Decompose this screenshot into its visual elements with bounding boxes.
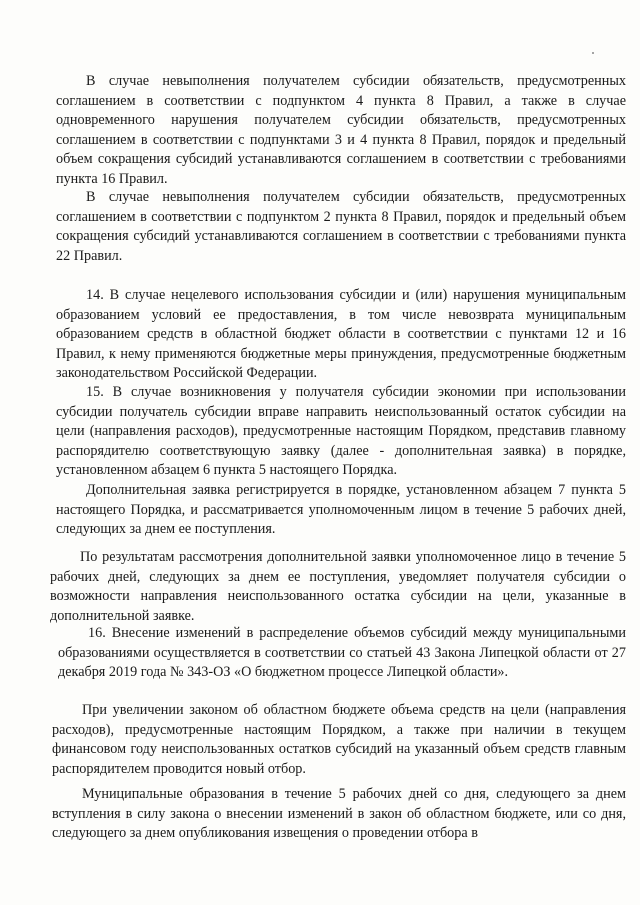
paragraph-additional-application: Дополнительная заявка регистрируется в порядке, установленном абзацем 7 пункта 5 настоящего Порядка, и рассматривается уполномоченным лицом в течение 5 рабочих дней, следующих за днем ее поступления. xyxy=(56,482,626,537)
paragraph-municipalities: Муниципальные образования в течение 5 рабочих дней со дня, следующего за днем вступления в силу закона о внесении изменений в закон об областном бюджете, или со дня, следующего за днем опубликования извещения о проведении отбора в xyxy=(52,786,626,841)
paragraph-15: 15. В случае возникновения у получателя субсидии экономии при использовании субсидии получатель субсидии вправе направить неиспользованный остаток субсидии на цели (направления расходов), предусмотренные настоящим Порядком, представив главному распорядителю соответствующую заявку (далее - дополнительная заявка) в порядке, установленном абзацем 6 пункта 5 настоящего Порядка. xyxy=(56,384,626,478)
paragraph-review-results: По результатам рассмотрения дополнительной заявки уполномоченное лицо в течение 5 рабочих дней, следующих за днем ее поступления, уведомляет получателя субсидии о возможности направления неиспользованного остатка субсидии на цели, указанные в дополнительной заявке. xyxy=(50,549,626,624)
paragraph-16: 16. Внесение изменений в распределение объемов субсидий между муниципальными образованиями осуществляется в соответствии со статьей 43 Закона Липецкой области от 27 декабря 2019 года № 343-ОЗ «О бюджетном процессе Липецкой области». xyxy=(58,625,626,680)
paragraph-budget-increase: При увеличении законом об областном бюджете объема средств на цели (направления расходов), предусмотренные настоящим Порядком, а также при наличии в текущем финансовом году неиспользованных остатков субсидий на указанный объем средств главным распорядителем проводится новый отбор. xyxy=(52,702,626,777)
scan-speck xyxy=(592,52,594,54)
paragraph-14: 14. В случае нецелевого использования субсидии и (или) нарушения муниципальным образованием условий ее предоставления, в том числе невозврата муниципальным образованием средств в областной бюджет области в соответствии с пунктами 12 и 16 Правил, к нему применяются бюджетные меры принуждения, предусмотренные бюджетным законодательством Российской Федерации. xyxy=(56,287,626,381)
paragraph-1: В случае невыполнения получателем субсидии обязательств, предусмотренных соглашением в соответствии с подпунктом 4 пункта 8 Правил, а также в случае одновременного нарушения получателем субсидии обязательств, предусмотренных соглашением в соответствии с подпунктами 3 и 4 пункта 8 Правил, порядок и предельный объем сокращения субсидий устанавливаются соглашением в соответствии с требованиями пункта 16 Правил. xyxy=(56,73,626,187)
paragraph-2: В случае невыполнения получателем субсидии обязательств, предусмотренных соглашением в соответствии с подпунктом 2 пункта 8 Правил, порядок и предельный объем сокращения субсидий устанавливаются соглашением в соответствии с требованиями пункта 22 Правил. xyxy=(56,189,626,264)
